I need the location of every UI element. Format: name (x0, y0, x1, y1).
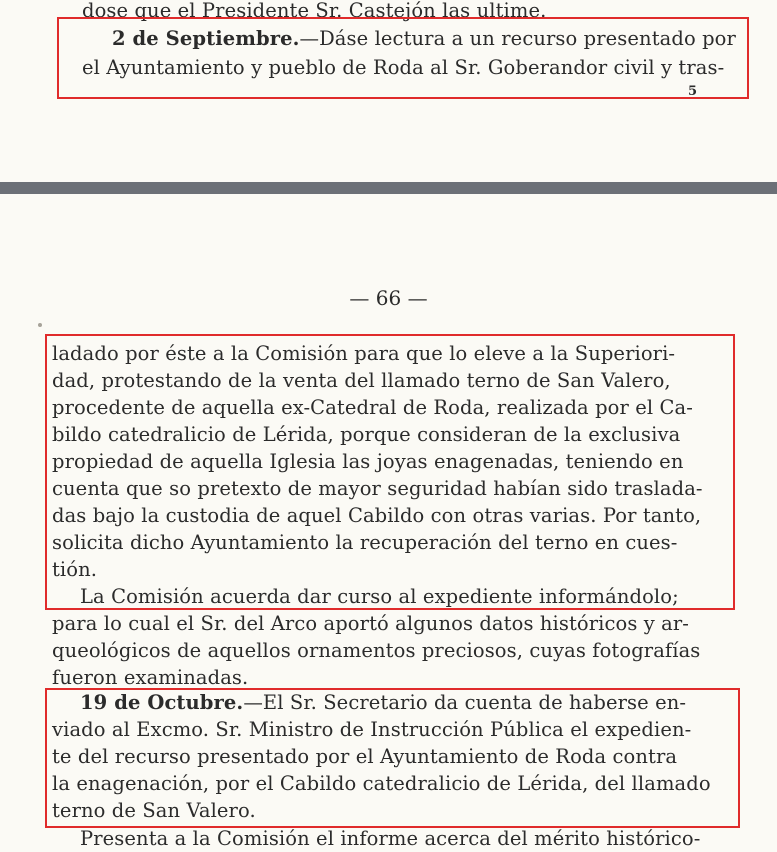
speck (38, 323, 42, 327)
body-line: La Comisión acuerda dar curso al expediente informándolo; (80, 585, 679, 608)
body-line: cuenta que so pretexto de mayor seguridad habían sido traslada- (52, 477, 703, 500)
entry-line-2: el Ayuntamiento y pueblo de Roda al Sr. Goberandor civil y tras- (82, 56, 725, 79)
entry2-line-1-text: —El Sr. Secretario da cuenta de haberse en- (243, 691, 687, 714)
footer-number: 5 (688, 84, 698, 99)
page-divider (0, 182, 777, 194)
entry2-line: te del recurso presentado por el Ayuntamiento de Roda contra (52, 745, 678, 768)
last-line: Presenta a la Comisión el informe acerca del mérito histórico- (80, 827, 701, 850)
body-line: propiedad de aquella Iglesia las joyas enagenadas, teniendo en (52, 450, 684, 473)
entry2-line: viado al Excmo. Sr. Ministro de Instrucción Pública el expedien- (52, 718, 692, 741)
body-line: solicita dicho Ayuntamiento la recuperación del terno en cues- (52, 531, 678, 554)
entry2-line: la enagenación, por el Cabildo catedralicio de Lérida, del llamado (52, 772, 711, 795)
body-line: fueron examinadas. (52, 666, 249, 689)
entry2-date: 19 de Octubre. (80, 691, 244, 714)
page-header: — 66 — (349, 286, 428, 310)
entry-date: 2 de Septiembre. (112, 27, 300, 50)
body-line: tión. (52, 558, 98, 581)
entry2-line-1 (80, 690, 686, 716)
body-line: dad, protestando de la venta del llamado terno de San Valero, (52, 369, 671, 392)
entry-line-1-text: —Dáse lectura a un recurso presentado por (299, 27, 736, 50)
body-line: das bajo la custodia de aquel Cabildo con otras varias. Por tanto, (52, 504, 702, 527)
body-line: bildo catedralicio de Lérida, porque consideran de la exclusiva (52, 423, 681, 446)
body-line: para lo cual el Sr. del Arco aportó algunos datos históricos y ar- (52, 612, 689, 635)
entry2-line: terno de San Valero. (52, 799, 256, 822)
top-page (0, 0, 777, 182)
body-line: ladado por éste a la Comisión para que lo eleve a la Superiori- (52, 342, 676, 365)
body-line: queológicos de aquellos ornamentos preciosos, cuyas fotografías (52, 639, 701, 662)
body-line: procedente de aquella ex-Catedral de Roda, realizada por el Ca- (52, 396, 693, 419)
entry-line-1 (112, 26, 736, 52)
prev-paragraph-line: dose que el Presidente Sr. Castejón las ultime. (82, 0, 547, 22)
